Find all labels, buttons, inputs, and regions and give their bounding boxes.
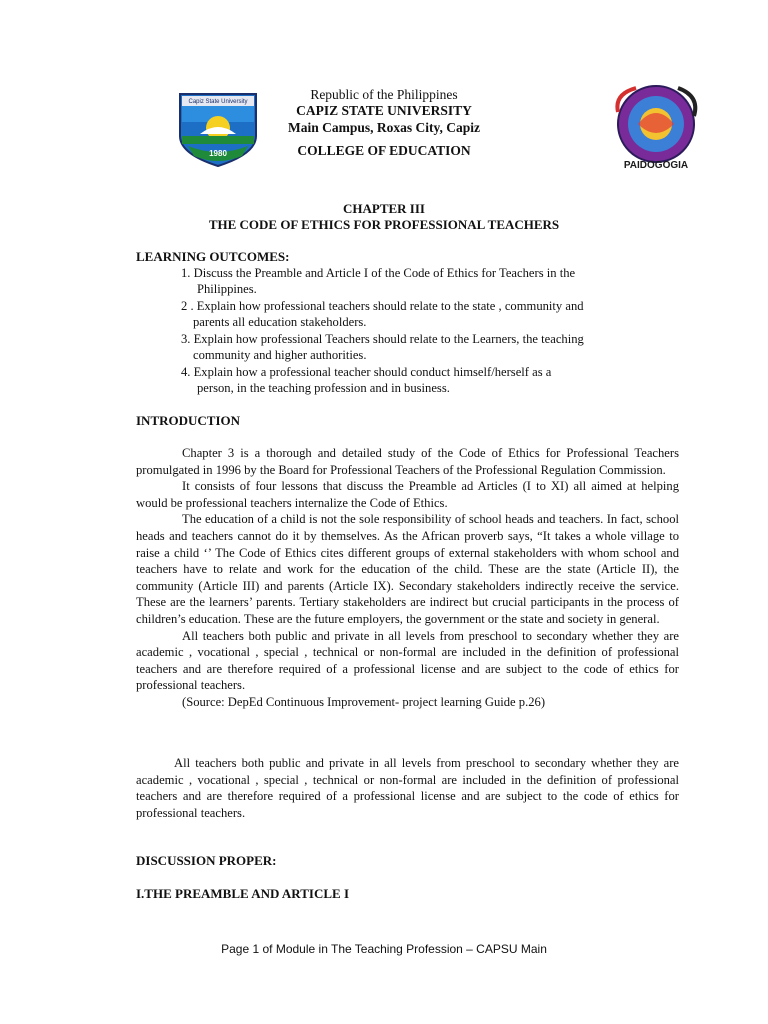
chapter-number: CHAPTER III [343, 201, 425, 216]
learning-outcomes-heading: LEARNING OUTCOMES: [136, 249, 290, 264]
repeat-paragraph-block [136, 755, 679, 821]
repeat-paragraph: All teachers both public and private in all levels from preschool to secondary whether they are academic , vocational , special , technical or non-formal are included in the definition of professional teachers and are therefore required of a professional license and are subject to the code of ethics for professional teachers. [136, 756, 679, 820]
outcome-3-line1: 3. Explain how professional Teachers should relate to the Learners, the teaching [181, 332, 584, 346]
source-citation: (Source: DepEd Continuous Improvement- project learning Guide p.26) [182, 694, 546, 709]
outcome-3-line2: community and higher authorities. [193, 348, 367, 362]
introduction-heading: INTRODUCTION [136, 413, 241, 428]
svg-text:Capiz State University: Capiz State University [188, 99, 248, 105]
intro-paragraph-1: Chapter 3 is a thorough and detailed study of the Code of Ethics for Professional Teachers promulgated in 1996 by the Board for Professional Teachers of the Professional Regulation Commission. [136, 446, 679, 477]
outcome-1-line2: Philippines. [197, 282, 257, 296]
outcome-2-line1: 2 . Explain how professional teachers should relate to the state , community and [181, 299, 584, 313]
intro-paragraph-3: The education of a child is not the sole responsibility of school heads and teachers. In fact, school heads and teachers cannot do it by themselves. As the African proverb says, “It takes a whole village to raise a child ‘’ The Code of Ethics cites different groups of external stakeholders with whom school and teachers have to relate and work for the education of the child. These are the state (Article II), the community (Article III) and parents (Article IX). Secondary stakeholders indirectly receive the service. These are the learners’ parents. Tertiary stakeholders are indirect but crucial participants in the process of children’s education. These are the future employers, the government or the state and society in general. [136, 512, 679, 626]
chapter-title: THE CODE OF ETHICS FOR PROFESSIONAL TEACHERS [208, 217, 560, 232]
campus-line: Main Campus, Roxas City, Capiz [287, 120, 481, 135]
introduction-body [136, 445, 679, 711]
discussion-heading: DISCUSSION PROPER: [136, 853, 277, 868]
intro-paragraph-4: All teachers both public and private in all levels from preschool to secondary whether they are academic , vocational , special , technical or non-formal are included in the definition of professional teachers and are therefore required of a professional license and are subject to the code of ethics for professional teachers. [136, 628, 679, 693]
preamble-subheading: I.THE PREAMBLE AND ARTICLE I [136, 886, 350, 901]
outcome-4-line2: person, in the teaching profession and in business. [197, 381, 450, 395]
svg-text:PAIDOGOGIA: PAIDOGOGIA [623, 160, 689, 171]
outcome-4-line1: 4. Explain how a professional teacher should conduct himself/herself as a [181, 365, 552, 379]
outcome-2-line2: parents all education stakeholders. [193, 315, 367, 329]
college-name: COLLEGE OF EDUCATION [297, 143, 471, 158]
intro-paragraph-2: It consists of four lessons that discuss the Preamble ad Articles (I to XI) all aimed at helping would be professional teachers internalize the Code of Ethics. [136, 479, 679, 510]
page-footer: Page 1 of Module in The Teaching Profession – CAPSU Main [221, 942, 547, 956]
svg-text:1980: 1980 [209, 149, 227, 158]
republic-line: Republic of the Philippines [310, 87, 458, 102]
university-name: CAPIZ STATE UNIVERSITY [296, 103, 472, 118]
outcome-1-line1: 1. Discuss the Preamble and Article I of the Code of Ethics for Teachers in the [181, 266, 576, 280]
